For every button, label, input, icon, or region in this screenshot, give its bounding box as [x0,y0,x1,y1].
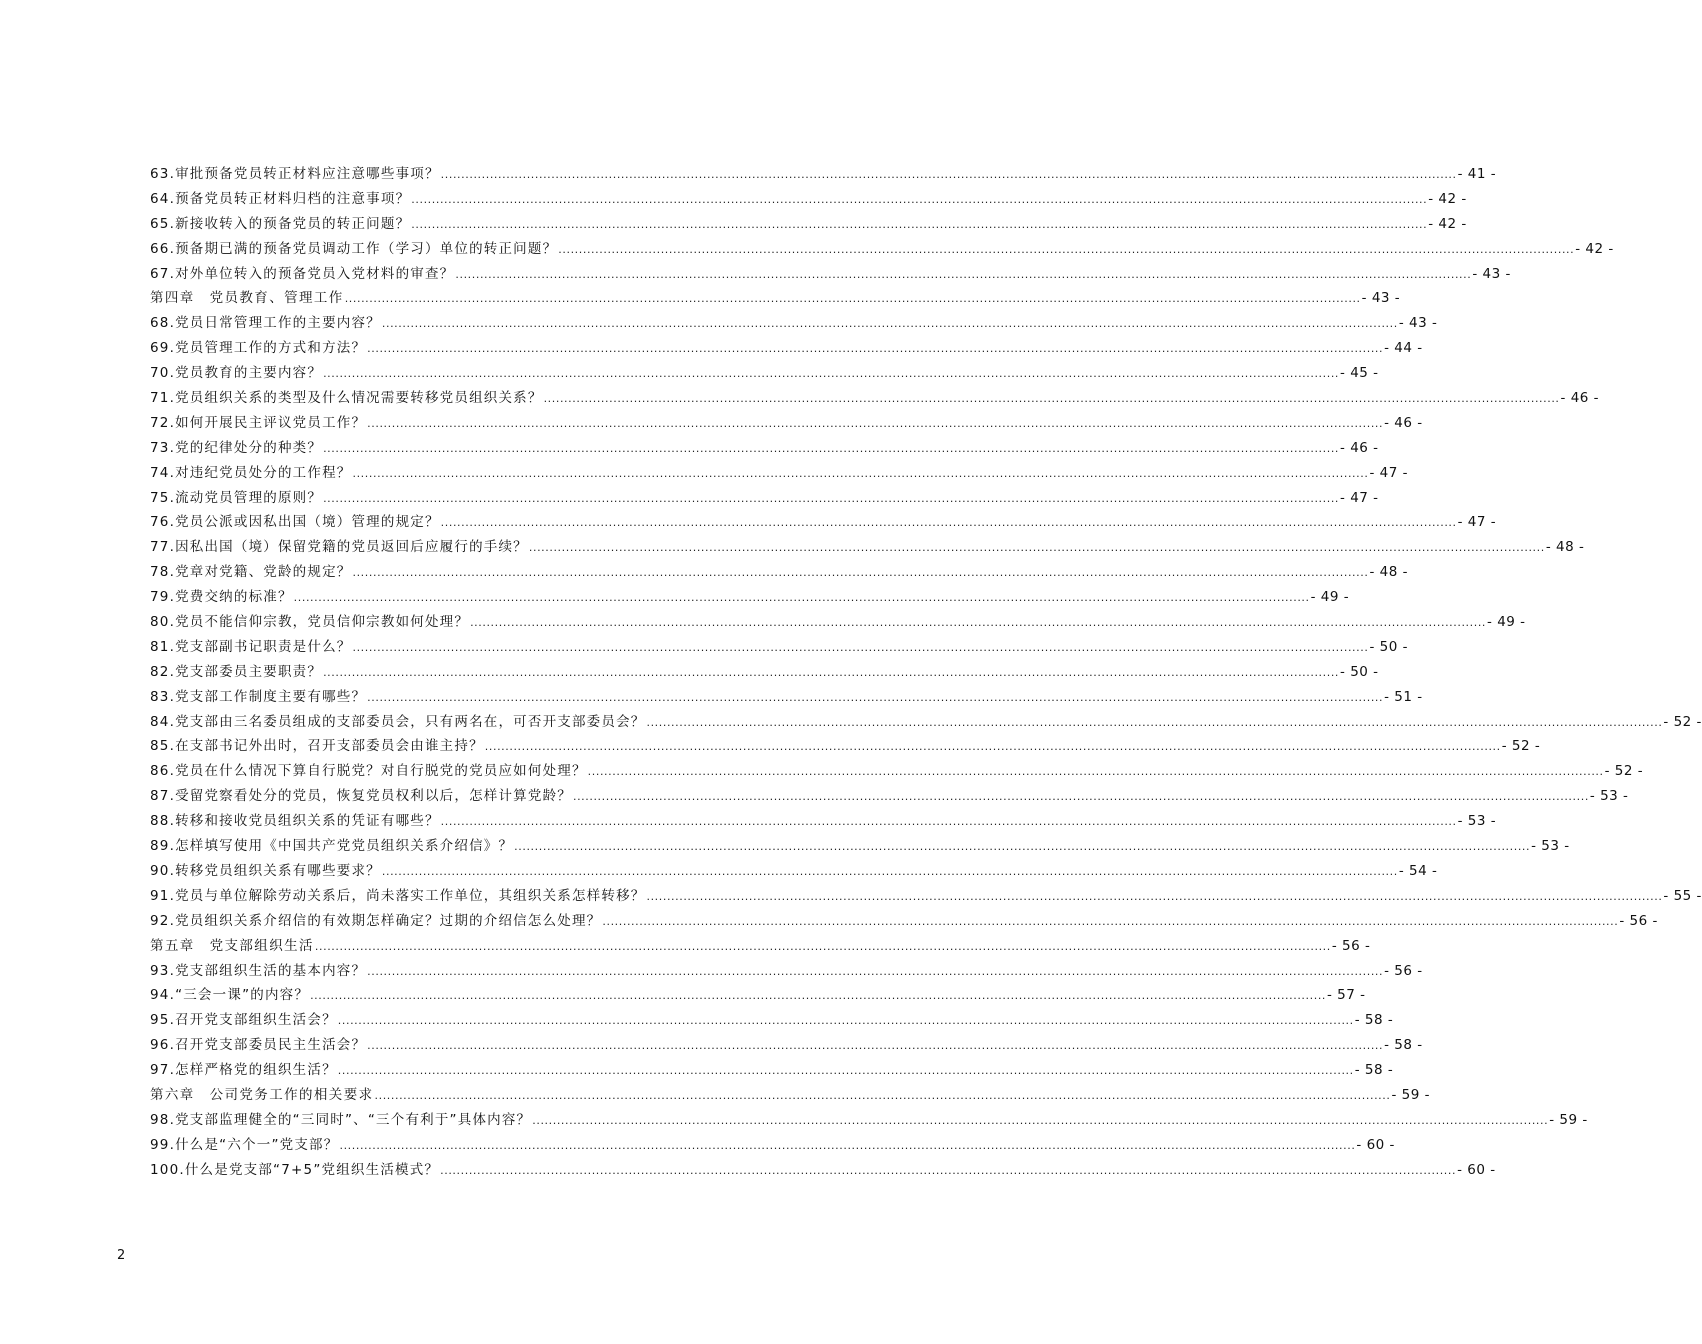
toc-page-number: - 54 - [1398,862,1438,879]
toc-page-number: - 59 - [1549,1111,1588,1128]
toc-entry[interactable] [150,1158,1496,1183]
toc-entry[interactable] [150,734,1541,759]
toc-dot-leader [588,760,1604,785]
toc-entry[interactable] [150,759,1644,784]
toc-entry[interactable] [150,386,1600,411]
toc-dot-leader [382,860,1398,885]
toc-page-number: - 52 - [1663,713,1702,730]
toc-entry-title: 84.党支部由三名委员组成的支部委员会，只有两名在，可否开支部委员会？ [150,713,646,730]
toc-dot-leader [339,1134,1355,1159]
toc-entry-title: 66.预备期已满的预备党员调动工作（学习）单位的转正问题？ [150,240,558,257]
toc-page-number: - 53 - [1531,838,1570,855]
toc-dot-leader [315,935,1331,960]
toc-page-number: - 52 - [1501,738,1541,755]
toc-page-number: - 41 - [1457,166,1497,182]
toc-dot-leader [646,885,1662,910]
toc-entry[interactable] [150,685,1423,710]
toc-entry[interactable] [150,983,1366,1008]
toc-page-number: - 47 - [1340,489,1379,506]
toc-entry-title: 70.党员教育的主要内容？ [150,365,323,382]
toc-page-number: - 43 - [1361,290,1401,307]
toc-dot-leader [411,213,1427,238]
toc-entry-title: 82.党支部委员主要职责？ [150,663,323,680]
toc-dot-leader [544,387,1560,412]
toc-dot-leader [294,586,1310,611]
toc-entry-title: 91.党员与单位解除劳动关系后，尚未落实工作单位，其组织关系怎样转移？ [150,887,646,904]
toc-entry-title: 100.什么是党支部“7+5”党组织生活模式？ [150,1161,440,1178]
toc-entry-title: 97.怎样严格党的组织生活？ [150,1062,337,1079]
toc-entry[interactable] [150,361,1379,386]
toc-entry[interactable] [150,784,1629,809]
toc-page-number: - 47 - [1369,464,1408,481]
toc-dot-leader [532,1109,1548,1134]
toc-entry[interactable] [150,859,1438,884]
toc-entry-title: 64.预备党员转正材料归档的注意事项？ [150,190,411,207]
toc-page-number: - 42 - [1428,215,1467,232]
toc-dot-leader [440,1159,1456,1184]
toc-page-number: - 56 - [1331,937,1371,954]
toc-page-number: - 46 - [1340,439,1379,456]
toc-entry[interactable] [150,1008,1394,1033]
toc-entry-title: 第五章 党支部组织生活 [150,937,314,954]
toc-dot-leader [323,661,1339,686]
toc-dot-leader [367,337,1383,362]
toc-chapter-heading[interactable] [150,1083,1430,1108]
toc-page-number: - 58 - [1354,1062,1394,1079]
toc-page-number: - 50 - [1340,663,1379,680]
table-of-contents [150,162,1702,1183]
toc-chapter-heading[interactable] [150,934,1371,959]
toc-dot-leader [441,511,1457,536]
toc-entry[interactable] [150,909,1658,934]
toc-entry-title: 69.党员管理工作的方式和方法？ [150,340,367,357]
toc-page-number: - 60 - [1457,1161,1496,1178]
toc-entry[interactable] [150,411,1423,436]
toc-page-number: - 49 - [1487,614,1526,631]
toc-page-number: - 51 - [1384,688,1423,705]
toc-entry-title: 87.受留党察看处分的党员，恢复党员权利以后，怎样计算党龄？ [150,788,572,805]
toc-page-number: - 56 - [1619,912,1658,929]
toc-dot-leader [411,188,1427,213]
toc-page-number: - 57 - [1327,987,1366,1004]
toc-entry-title: 94.“三会一课”的内容？ [150,987,310,1004]
toc-entry[interactable] [150,1133,1395,1158]
toc-entry-title: 99.什么是“六个一”党支部？ [150,1136,339,1153]
toc-entry[interactable] [150,1058,1394,1083]
toc-dot-leader [367,686,1383,711]
toc-entry-title: 92.党员组织关系介绍信的有效期怎样确定？过期的介绍信怎么处理？ [150,912,602,929]
toc-entry-title: 76.党员公派或因私出国（境）管理的规定？ [150,514,440,531]
toc-page-number: - 56 - [1384,962,1423,979]
toc-dot-leader [455,263,1471,288]
toc-entry[interactable] [150,1033,1423,1058]
toc-page-number: - 50 - [1369,638,1408,655]
toc-dot-leader [338,1059,1354,1084]
toc-entry-title: 98.党支部监理健全的“三同时”、“三个有利于”具体内容？ [150,1111,532,1128]
toc-chapter-heading[interactable] [150,286,1401,311]
toc-entry[interactable] [150,212,1467,237]
toc-entry[interactable] [150,1108,1588,1133]
toc-entry-title: 95.召开党支部组织生活会？ [150,1012,337,1029]
toc-entry-title: 90.转移党员组织关系有哪些要求？ [150,862,381,879]
toc-page-number: - 52 - [1604,763,1644,780]
toc-page-number: - 47 - [1457,514,1497,531]
toc-page-number: - 60 - [1356,1136,1395,1153]
toc-dot-leader [602,910,1618,935]
toc-page-number: - 46 - [1560,390,1600,407]
toc-entry-title: 67.对外单位转入的预备党员入党材料的审查？ [150,265,455,282]
toc-entry[interactable] [150,560,1408,585]
toc-page-number: - 42 - [1428,190,1467,207]
toc-entry-title: 80.党员不能信仰宗教，党员信仰宗教如何处理？ [150,614,470,631]
toc-dot-leader [345,287,1361,312]
toc-dot-leader [352,561,1368,586]
toc-dot-leader [352,636,1368,661]
toc-entry[interactable] [150,834,1570,859]
toc-entry[interactable] [150,660,1379,685]
toc-entry[interactable] [150,535,1585,560]
toc-dot-leader [382,312,1398,337]
toc-page-number: - 49 - [1310,589,1350,606]
toc-entry[interactable] [150,959,1423,984]
toc-entry-title: 第四章 党员教育、管理工作 [150,290,344,307]
toc-entry[interactable] [150,510,1497,535]
toc-entry[interactable] [150,585,1350,610]
toc-dot-leader [441,163,1457,188]
toc-dot-leader [338,1009,1354,1034]
toc-entry-title: 74.对违纪党员处分的工作程？ [150,464,352,481]
toc-entry[interactable] [150,610,1526,635]
toc-entry-title: 63.审批预备党员转正材料应注意哪些事项？ [150,166,440,182]
toc-entry[interactable] [150,461,1408,486]
toc-dot-leader [367,1034,1383,1059]
toc-dot-leader [375,1084,1391,1109]
toc-entry-title: 68.党员日常管理工作的主要内容？ [150,315,381,332]
toc-dot-leader [310,984,1326,1009]
toc-entry[interactable] [150,436,1379,461]
toc-entry[interactable] [150,162,1497,187]
toc-page-number: - 44 - [1384,340,1423,357]
toc-entry-title: 71.党员组织关系的类型及什么情况需要转移党员组织关系？ [150,390,543,407]
toc-page-number: - 53 - [1457,813,1497,830]
toc-page-number: - 58 - [1354,1012,1394,1029]
toc-page-number: - 43 - [1398,315,1438,332]
toc-page-number: - 58 - [1384,1037,1423,1054]
toc-dot-leader [323,362,1339,387]
toc-dot-leader [485,735,1501,760]
toc-entry-title: 79.党费交纳的标准？ [150,589,293,606]
toc-entry[interactable] [150,635,1408,660]
toc-entry-title: 65.新接收转入的预备党员的转正问题？ [150,215,411,232]
toc-entry-title: 73.党的纪律处分的种类？ [150,439,323,456]
toc-entry-title: 77.因私出国（境）保留党籍的党员返回后应履行的手续？ [150,539,528,556]
toc-entry-title: 96.召开党支部委员民主生活会？ [150,1037,367,1054]
toc-entry-title: 81.党支部副书记职责是什么？ [150,638,352,655]
toc-entry-title: 85.在支部书记外出时，召开支部委员会由谁主持？ [150,738,484,755]
toc-page-number: - 42 - [1575,240,1614,257]
toc-entry[interactable] [150,187,1467,212]
toc-dot-leader [646,711,1662,736]
toc-entry[interactable] [150,311,1438,336]
toc-page-number: - 59 - [1391,1086,1430,1103]
toc-entry[interactable] [150,809,1497,834]
page-number: 2 [117,1248,126,1263]
toc-entry-title: 88.转移和接收党员组织关系的凭证有哪些？ [150,813,440,830]
toc-dot-leader [352,462,1368,487]
toc-dot-leader [558,238,1574,263]
toc-entry-title: 93.党支部组织生活的基本内容？ [150,962,367,979]
toc-entry[interactable] [150,710,1702,735]
toc-dot-leader [323,437,1339,462]
toc-entry-title: 72.如何开展民主评议党员工作？ [150,414,367,431]
toc-dot-leader [529,536,1545,561]
toc-page-number: - 53 - [1589,788,1629,805]
toc-entry-title: 89.怎样填写使用《中国共产党党员组织关系介绍信》？ [150,838,514,855]
toc-entry-title: 86.党员在什么情况下算自行脱党？对自行脱党的党员应如何处理？ [150,763,587,780]
toc-dot-leader [441,810,1457,835]
toc-entry[interactable] [150,884,1702,909]
toc-dot-leader [367,960,1383,985]
toc-dot-leader [367,412,1383,437]
toc-page-number: - 45 - [1340,365,1379,382]
toc-entry[interactable] [150,262,1511,287]
toc-dot-leader [323,487,1339,512]
toc-entry-title: 83.党支部工作制度主要有哪些？ [150,688,367,705]
toc-page-number: - 48 - [1545,539,1585,556]
toc-dot-leader [470,611,1486,636]
toc-entry[interactable] [150,237,1614,262]
toc-entry-title: 第六章 公司党务工作的相关要求 [150,1086,374,1103]
toc-entry-title: 75.流动党员管理的原则？ [150,489,323,506]
toc-page-number: - 43 - [1472,265,1511,282]
toc-entry[interactable] [150,486,1379,511]
toc-page-number: - 46 - [1384,414,1423,431]
toc-entry[interactable] [150,336,1423,361]
toc-dot-leader [573,785,1589,810]
toc-page-number: - 48 - [1369,564,1408,581]
toc-page-number: - 55 - [1663,887,1702,904]
toc-dot-leader [514,835,1530,860]
toc-entry-title: 78.党章对党籍、党龄的规定？ [150,564,352,581]
